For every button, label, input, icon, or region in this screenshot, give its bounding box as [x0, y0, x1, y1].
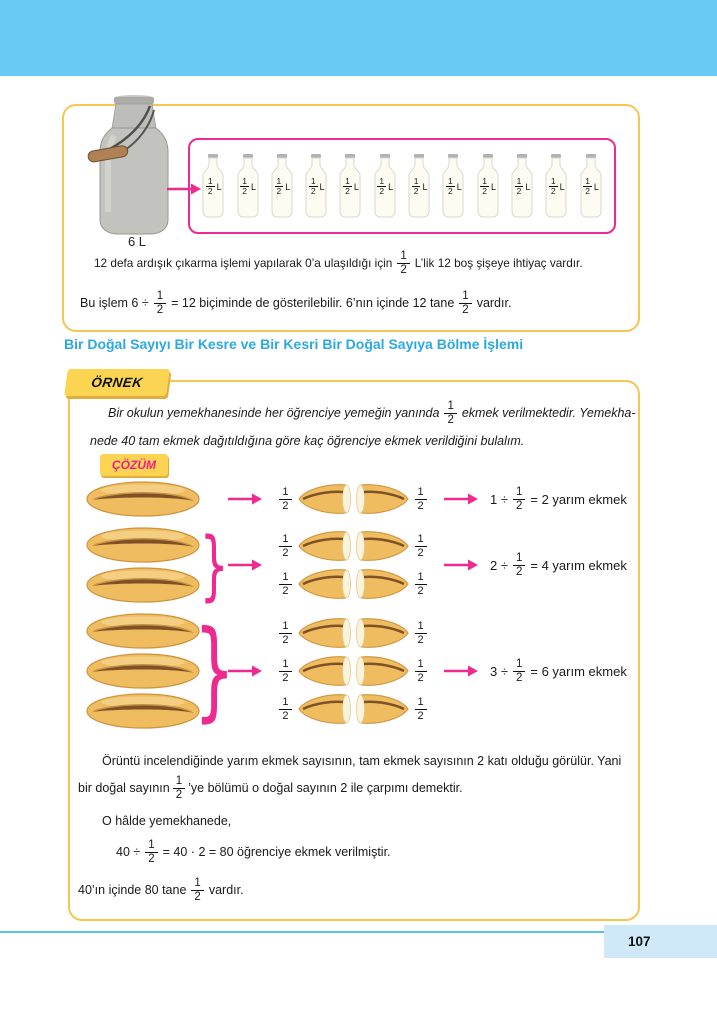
bottle-unit: L [319, 181, 325, 192]
half-fraction: $\frac{1}{2}$ [444, 400, 456, 426]
bread-half-right-icon [356, 616, 410, 650]
half-fraction: $\frac{1}{2}$ [279, 533, 291, 558]
section-title: Bir Doğal Sayıyı Bir Kesre ve Bir Kesri Bir Doğal Sayıya Bölme İşlemi [64, 336, 524, 352]
problem-text: Bir okulun yemekhanesinde her öğrenciye yemeğin yanında $\frac{1}{2}$ ekmek verilmektedir. Yemekha- nede 40 tam ekmek dağıtıldığına göre kaç öğrenciye ekmek verildiğini bulalım. [90, 399, 636, 448]
bread-half-left-icon [297, 654, 351, 688]
half-fraction: $\frac{1}{2}$ [279, 571, 291, 596]
cozum-tab: ÇÖZÜM [100, 454, 168, 476]
curly-brace: } [193, 608, 235, 734]
half-fraction: $\frac{1}{2}$ [415, 571, 427, 596]
bottle-fraction: $\frac{1}{2}$ [276, 176, 282, 197]
half-fraction: $\frac{1}{2}$ [513, 552, 525, 578]
half-fraction: $\frac{1}{2}$ [397, 250, 409, 276]
intro-line-1: 12 defa ardışık çıkarma işlemi yapılarak 0’a ulaşıldığı için $\frac{1}{2}$ L’lik 12 boş şişeye ihtiyaç vardır. [94, 250, 583, 276]
bottle-unit: L [491, 181, 497, 192]
bottle-unit: L [250, 181, 256, 192]
half-fraction: $\frac{1}{2}$ [513, 658, 525, 684]
bread-whole-icon [85, 566, 201, 604]
half-fraction: $\frac{1}{2}$ [279, 696, 291, 721]
milk-bottle-icon [577, 153, 605, 219]
bottle-fraction: $\frac{1}{2}$ [516, 176, 522, 197]
milk-bottle-icon [268, 153, 296, 219]
bread-half-right-icon [356, 654, 410, 688]
bread-half-left-icon [297, 482, 351, 516]
division-formula-1: 1 ÷ $\frac{1}{2}$ = 2 yarım ekmek [490, 485, 627, 512]
half-fraction: $\frac{1}{2}$ [154, 290, 166, 316]
bread-half-right-icon [356, 529, 410, 563]
bottle-unit: L [525, 181, 531, 192]
half-fraction: $\frac{1}{2}$ [415, 620, 427, 645]
milk-bottle-icon [405, 153, 433, 219]
half-fraction: $\frac{1}{2}$ [145, 839, 157, 865]
bottle-unit: L [285, 181, 291, 192]
can-volume-label: 6 L [127, 234, 147, 249]
arrow-right-icon [442, 492, 480, 506]
half-fraction: $\frac{1}{2}$ [415, 658, 427, 683]
milk-bottle-icon [336, 153, 364, 219]
bread-group-2 [84, 519, 634, 609]
bottle-unit: L [559, 181, 565, 192]
half-fraction: $\frac{1}{2}$ [415, 696, 427, 721]
bottle-fraction: $\frac{1}{2}$ [585, 176, 590, 197]
bottle-unit: L [456, 181, 462, 192]
bottle-fraction: $\frac{1}{2}$ [379, 176, 385, 197]
bottle-unit: L [388, 181, 394, 192]
milk-can-icon [84, 94, 188, 239]
bottle-unit: L [216, 181, 222, 192]
arrow-right-icon [442, 558, 480, 572]
milk-bottle-icon [474, 153, 502, 219]
half-fraction: $\frac{1}{2}$ [513, 486, 525, 512]
milk-bottle-icon [542, 153, 570, 219]
arrow-right-icon [226, 558, 264, 572]
curly-brace: } [199, 519, 229, 609]
bread-half-right-icon [356, 567, 410, 601]
bottle-box [188, 138, 616, 234]
arrow-right-icon [442, 664, 480, 678]
bottle-fraction: $\frac{1}{2}$ [550, 176, 556, 197]
bread-half-left-icon [297, 616, 351, 650]
intro-line-2: Bu işlem 6 ÷ $\frac{1}{2}$ = 12 biçiminde de gösterilebilir. 6’nın içinde 12 tane $\frac{1}{2}$ vardır. [80, 290, 512, 316]
bottle-fraction: $\frac{1}{2}$ [310, 176, 316, 197]
bread-half-right-icon [356, 482, 410, 516]
bread-half-left-icon [297, 692, 351, 726]
bread-whole-icon [85, 480, 201, 518]
milk-bottle-icon [234, 153, 262, 219]
milk-bottle-icon [302, 153, 330, 219]
half-fraction: $\frac{1}{2}$ [279, 620, 291, 645]
solution-text [78, 754, 630, 908]
arrow-right-icon [226, 492, 264, 506]
milk-bottle-icon [508, 153, 536, 219]
bottle-unit: L [353, 181, 359, 192]
half-fraction: $\frac{1}{2}$ [173, 775, 185, 801]
milk-bottle-icon [439, 153, 467, 219]
bread-diagram [84, 480, 634, 738]
bread-group-1 [84, 480, 634, 518]
half-fraction: $\frac{1}{2}$ [279, 658, 291, 683]
calculation-line: 40 ÷ $\frac{1}{2}$ = 40 · 2 = 80 öğrenciye ekmek verilmiştir. [116, 838, 391, 865]
bottle-fraction: $\frac{1}{2}$ [242, 176, 247, 197]
bottle-unit: L [593, 181, 599, 192]
milk-bottle-icon [371, 153, 399, 219]
bottle-fraction: $\frac{1}{2}$ [413, 176, 419, 197]
ohalde-line: O hâlde yemekhanede, [102, 814, 232, 828]
half-fraction: $\frac{1}{2}$ [279, 486, 291, 511]
bottle-unit: L [422, 181, 428, 192]
bottle-fraction: $\frac{1}{2}$ [448, 176, 453, 197]
footer-rule [0, 931, 604, 933]
division-formula-3: 3 ÷ $\frac{1}{2}$ = 6 yarım ekmek [490, 657, 627, 684]
final-line: 40’ın içinde 80 tane $\frac{1}{2}$ vardır. [78, 876, 244, 903]
page-number: 107 [628, 934, 651, 949]
bread-whole-icon [85, 652, 201, 690]
half-fraction: $\frac{1}{2}$ [415, 486, 427, 511]
bread-whole-icon [85, 526, 201, 564]
intro-box [62, 104, 640, 332]
header-band [0, 0, 717, 76]
bread-half-right-icon [356, 692, 410, 726]
milk-bottle-icon [199, 153, 227, 219]
half-fraction: $\frac{1}{2}$ [191, 877, 203, 903]
example-box [68, 375, 640, 921]
bottle-fraction: $\frac{1}{2}$ [482, 176, 488, 197]
ornek-tab: ÖRNEK [64, 369, 170, 396]
page-number-box [604, 925, 717, 958]
bottle-fraction: $\frac{1}{2}$ [207, 176, 213, 197]
half-fraction: $\frac{1}{2}$ [459, 290, 471, 316]
half-fraction: $\frac{1}{2}$ [415, 533, 427, 558]
bread-half-left-icon [297, 529, 351, 563]
conclusion-line-2: bir doğal sayının $\frac{1}{2}$ ’ye bölümü o doğal sayının 2 ile çarpımı demektir. [78, 774, 463, 801]
bread-group-3 [84, 608, 634, 734]
bottle-fraction: $\frac{1}{2}$ [345, 176, 350, 197]
bread-whole-icon [85, 612, 201, 650]
bread-half-left-icon [297, 567, 351, 601]
bread-whole-icon [85, 692, 201, 730]
conclusion-line-1: Örüntü incelendiğinde yarım ekmek sayısının, tam ekmek sayısının 2 katı olduğu görülür. Yani [102, 754, 622, 768]
division-formula-2: 2 ÷ $\frac{1}{2}$ = 4 yarım ekmek [490, 551, 627, 578]
